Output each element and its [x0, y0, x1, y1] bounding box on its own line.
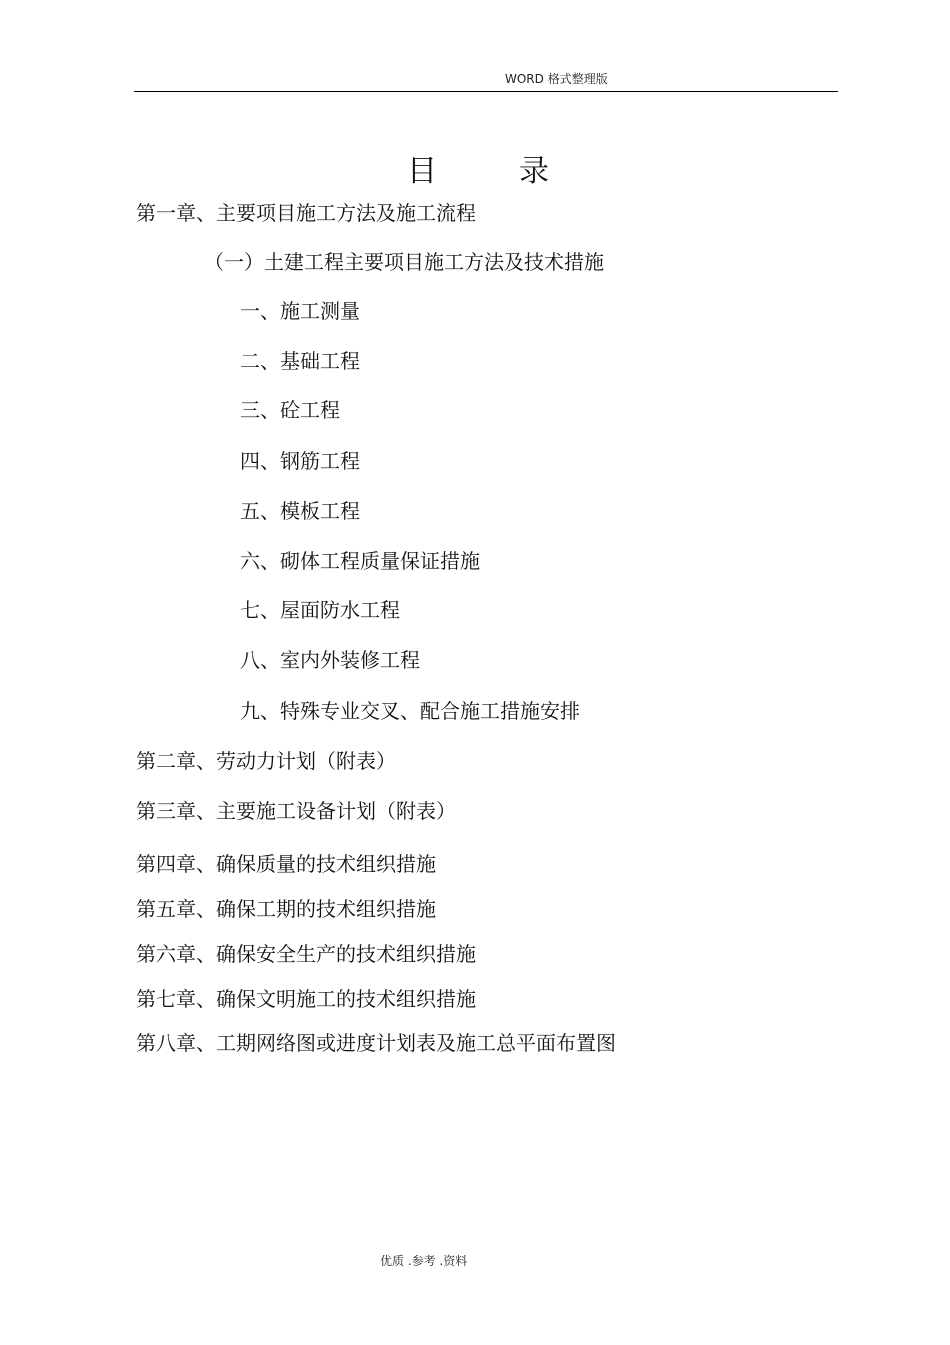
toc-chapter-1[interactable]: 第一章、主要项目施工方法及施工流程	[136, 201, 476, 225]
toc-chapter-8[interactable]: 第八章、工期网络图或进度计划表及施工总平面布置图	[136, 1031, 616, 1055]
toc-item-9[interactable]: 九、特殊专业交叉、配合施工措施安排	[240, 699, 580, 723]
toc-title-char-1: 目	[407, 154, 437, 189]
toc-section-1[interactable]: （一）土建工程主要项目施工方法及技术措施	[204, 250, 604, 274]
page-footer: 优质 .参考 .资料	[380, 1254, 468, 1268]
toc-item-2[interactable]: 二、基础工程	[240, 349, 360, 373]
toc-chapter-4[interactable]: 第四章、确保质量的技术组织措施	[136, 852, 436, 876]
toc-item-5[interactable]: 五、模板工程	[240, 499, 360, 523]
toc-item-7[interactable]: 七、屋面防水工程	[240, 598, 400, 622]
toc-item-3[interactable]: 三、砼工程	[240, 398, 340, 422]
toc-item-6[interactable]: 六、砌体工程质量保证措施	[240, 549, 480, 573]
toc-title-char-2: 录	[519, 154, 549, 189]
toc-chapter-5[interactable]: 第五章、确保工期的技术组织措施	[136, 897, 436, 921]
toc-chapter-2[interactable]: 第二章、劳动力计划（附表）	[136, 749, 396, 773]
toc-chapter-3[interactable]: 第三章、主要施工设备计划（附表）	[136, 799, 456, 823]
toc-chapter-6[interactable]: 第六章、确保安全生产的技术组织措施	[136, 942, 476, 966]
toc-chapter-7[interactable]: 第七章、确保文明施工的技术组织措施	[136, 987, 476, 1011]
toc-item-8[interactable]: 八、室内外装修工程	[240, 648, 420, 672]
toc-item-4[interactable]: 四、钢筋工程	[240, 449, 360, 473]
toc-title	[407, 146, 549, 190]
header-rule	[134, 91, 838, 92]
header-text: WORD 格式整理版	[505, 72, 608, 86]
toc-item-1[interactable]: 一、施工测量	[240, 299, 360, 323]
